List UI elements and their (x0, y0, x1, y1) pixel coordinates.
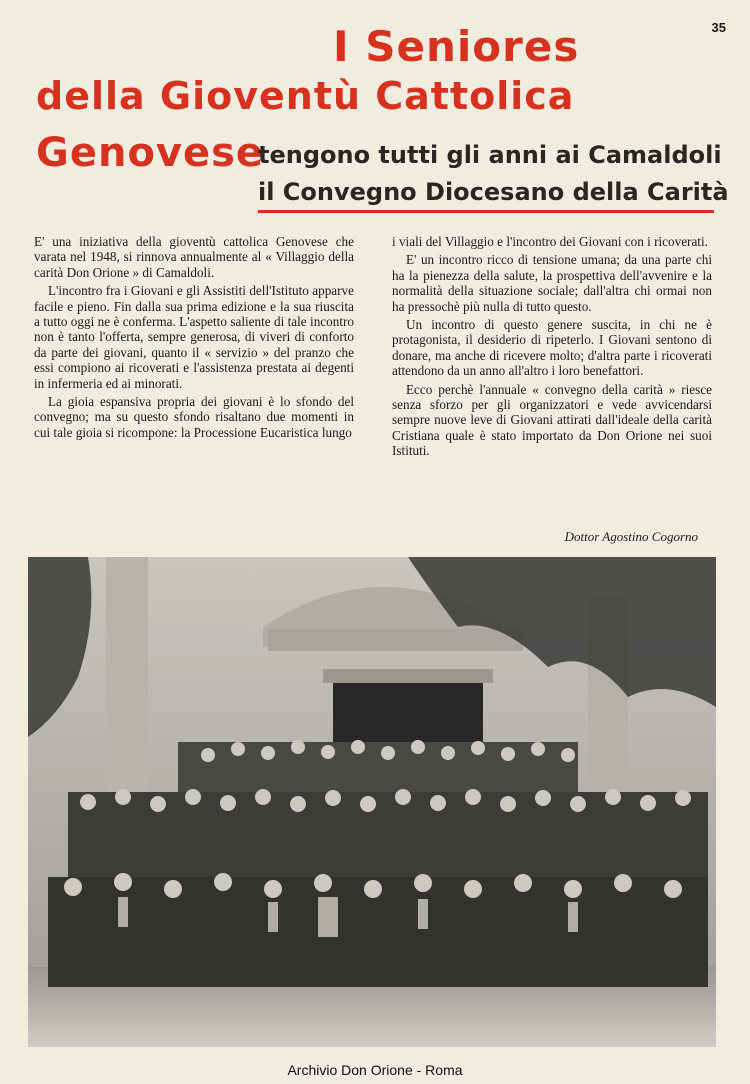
paragraph: La gioia espansiva propria dei giovani è lo sfondo del convegno; ma su questo sfondo risaltano due momenti in cui tale gioia si ricompone: la Processione Eucaristica lungo (34, 394, 354, 440)
title-line-1: I Seniores (333, 22, 580, 71)
page-number: 35 (711, 20, 726, 35)
subtitle-line-2: il Convegno Diocesano della Carità (258, 178, 729, 206)
article-left-column (34, 234, 354, 443)
paragraph: Un incontro di questo genere suscita, in chi ne è protagonista, il desiderio di ripeterlo. I Giovani sentono di donare, ma anche di ricevere molto; d'altra parte i ricoverati attendono da un anno all'altro i loro benefattori. (392, 317, 712, 379)
group-photo (28, 557, 716, 1047)
paragraph: E' una iniziativa della gioventù cattolica Genovese che varata nel 1948, si rinnova annualmente al « Villaggio della carità Don Orione » di Camaldoli. (34, 234, 354, 280)
article-right-column (392, 234, 712, 462)
column-left (106, 557, 148, 817)
archive-label: Archivio Don Orione - Roma (287, 1062, 463, 1078)
door-frame (323, 669, 493, 683)
paragraph: L'incontro fra i Giovani e gli Assistiti dell'Istituto apparve facile e pieno. Fin dalla sua prima edizione e la sua riuscita a tutto oggi ne è conferma. L'aspetto saliente di tale incontro non è tanto l'offerta, sempre generosa, di viveri di conforto da parte dei giovani, quanto il « servizio » del pranzo che essi compiono ai ricoverati e l'assistenza prestata ai degenti in infermeria ed ai minorati. (34, 283, 354, 391)
paragraph: E' un incontro ricco di tensione umana; da una parte chi ha la pienezza della salute, la prospettiva dell'avvenire e la normalità della situazione sociale; dall'altra chi ormai non ha pressochè più nulla di tutto questo. (392, 252, 712, 314)
article-signature: Dottor Agostino Cogorno (564, 529, 698, 544)
lintel (268, 629, 523, 651)
paragraph: Ecco perchè l'annuale « convegno della carità » riesce senza sforzo per gli organizzatori e vede avvicendarsi sempre nuove leve di Giovani attirati dall'ideale della carità Cristiana quale è stato importato da Don Orione nei suoi Istituti. (392, 381, 712, 459)
paragraph: i viali del Villaggio e l'incontro dei Giovani con i ricoverati. (392, 234, 708, 249)
title-underline (258, 210, 714, 213)
title-line-2: della Gioventù Cattolica (36, 74, 575, 118)
subtitle-line-1: tengono tutti gli anni ai Camaldoli (258, 141, 722, 169)
title-line-3: Genovese (36, 130, 265, 176)
